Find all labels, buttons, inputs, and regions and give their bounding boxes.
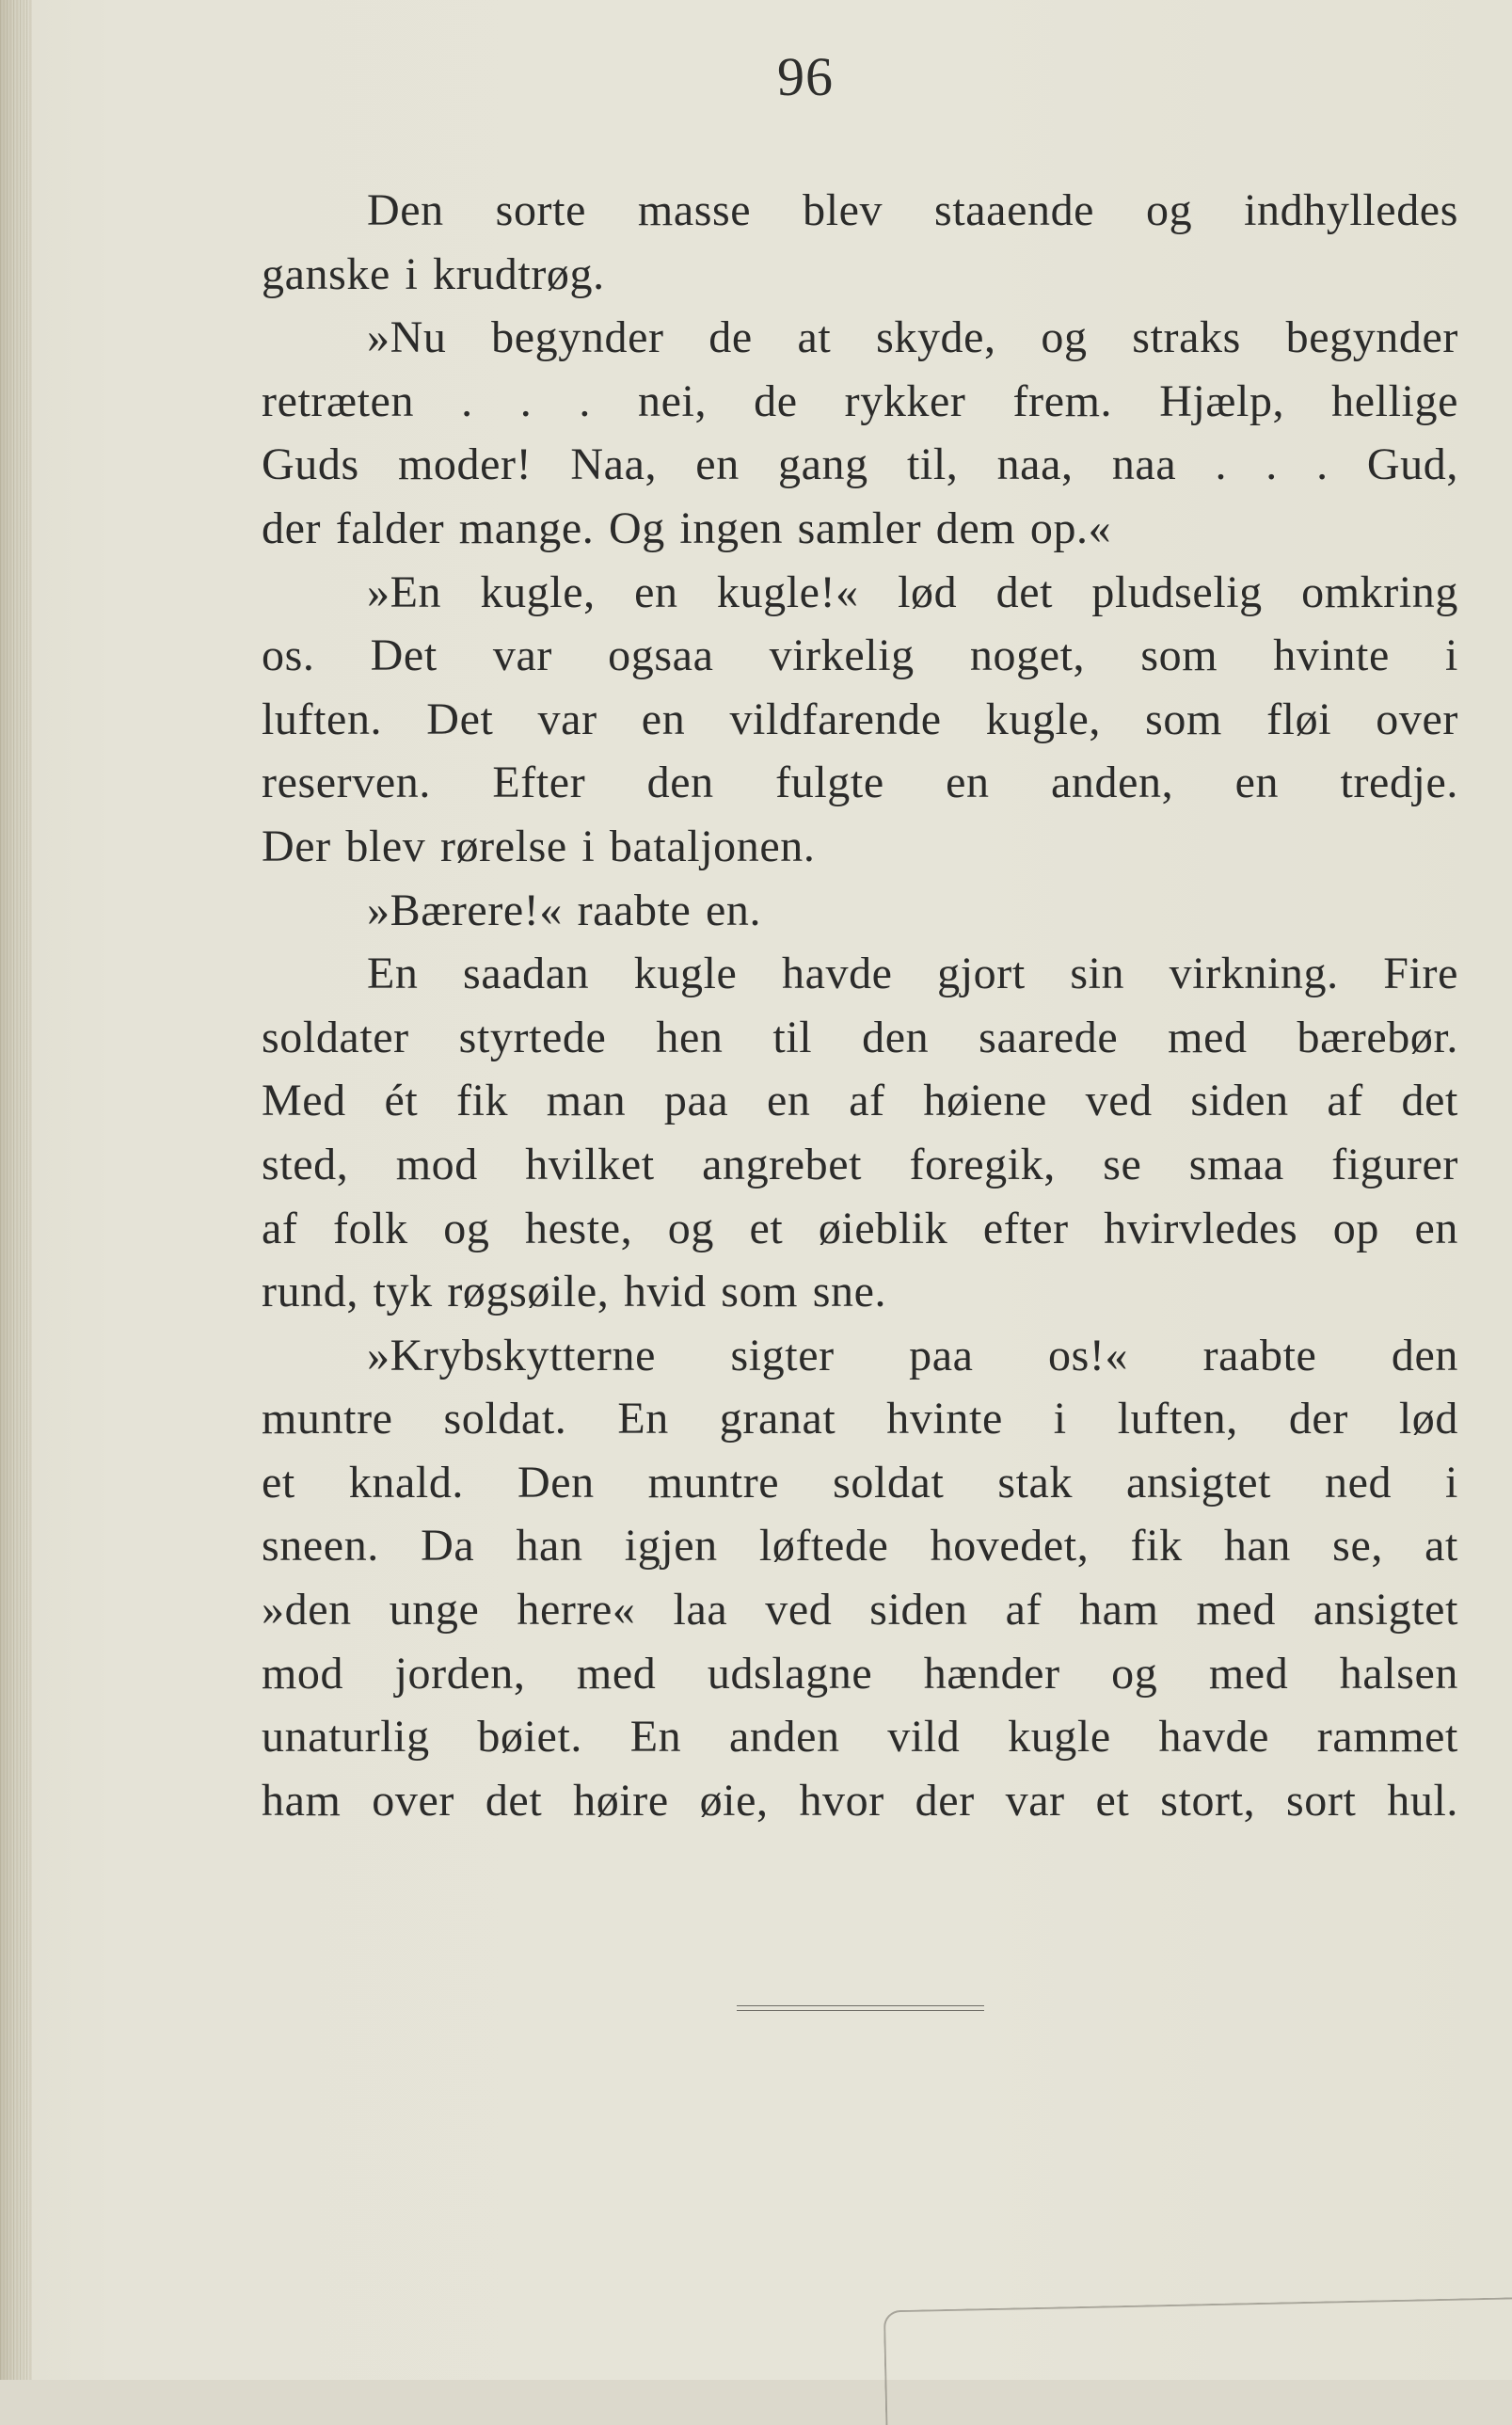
text-line: der falder mange. Og ingen samler dem op.« [262,503,1112,553]
text-line: Der blev rørelse i bataljonen. [262,821,816,871]
text-line: retræten . . . nei, de rykker frem. Hjælp, hellige [262,375,1458,426]
text-line: Den sorte masse blev staaende og indhylledes [367,185,1458,235]
text-line: »En kugle, en kugle!« lød det pludselig omkring [367,566,1458,617]
text-line: »Krybskytterne sigter paa os!« raabte den [367,1330,1458,1380]
text-line: unaturlig bøiet. En anden vild kugle havde rammet [262,1712,1458,1763]
text-line: muntre soldat. En granat hvinte i luften, der lød [262,1394,1458,1444]
text-line: rund, tyk røgsøile, hvid som sne. [262,1267,887,1317]
section-end-rule [737,2005,984,2011]
text-line: sneen. Da han igjen løftede hovedet, fik han se, at [262,1521,1458,1571]
scan-corner-mark [883,2297,1512,2425]
text-line: Med ét fik man paa en af høiene ved siden af det [262,1076,1458,1126]
text-line: »den unge herre« laa ved siden af ham med ansigtet [262,1585,1458,1635]
body-text [262,179,1458,1832]
text-line: En saadan kugle havde gjort sin virkning. Fire [367,949,1458,999]
text-line: os. Det var ogsaa virkelig noget, som hvinte i [262,630,1458,681]
text-line: »Bærere!« raabte en. [367,885,762,935]
text-line: ham over det høire øie, hvor der var et stort, sort hul. [262,1775,1458,1826]
text-line: reserven. Efter den fulgte en anden, en tredje. [262,758,1458,808]
text-line: Guds moder! Naa, en gang til, naa, naa . . . Gud, [262,439,1458,490]
binding-edge [0,0,32,2380]
text-line: »Nu begynder de at skyde, og straks begynder [367,312,1458,363]
page-number: 96 [777,46,834,107]
text-line: af folk og heste, og et øieblik efter hvirvledes op en [262,1203,1458,1253]
text-line: luften. Det var en vildfarende kugle, som fløi over [262,694,1458,744]
text-line: mod jorden, med udslagne hænder og med halsen [262,1648,1458,1699]
text-line: sted, mod hvilket angrebet foregik, se smaa figurer [262,1139,1458,1189]
text-line: soldater styrtede hen til den saarede med bærebør. [262,1012,1458,1062]
text-line: ganske i krudtrøg. [262,248,605,299]
text-line: et knald. Den muntre soldat stak ansigtet ned i [262,1457,1458,1508]
